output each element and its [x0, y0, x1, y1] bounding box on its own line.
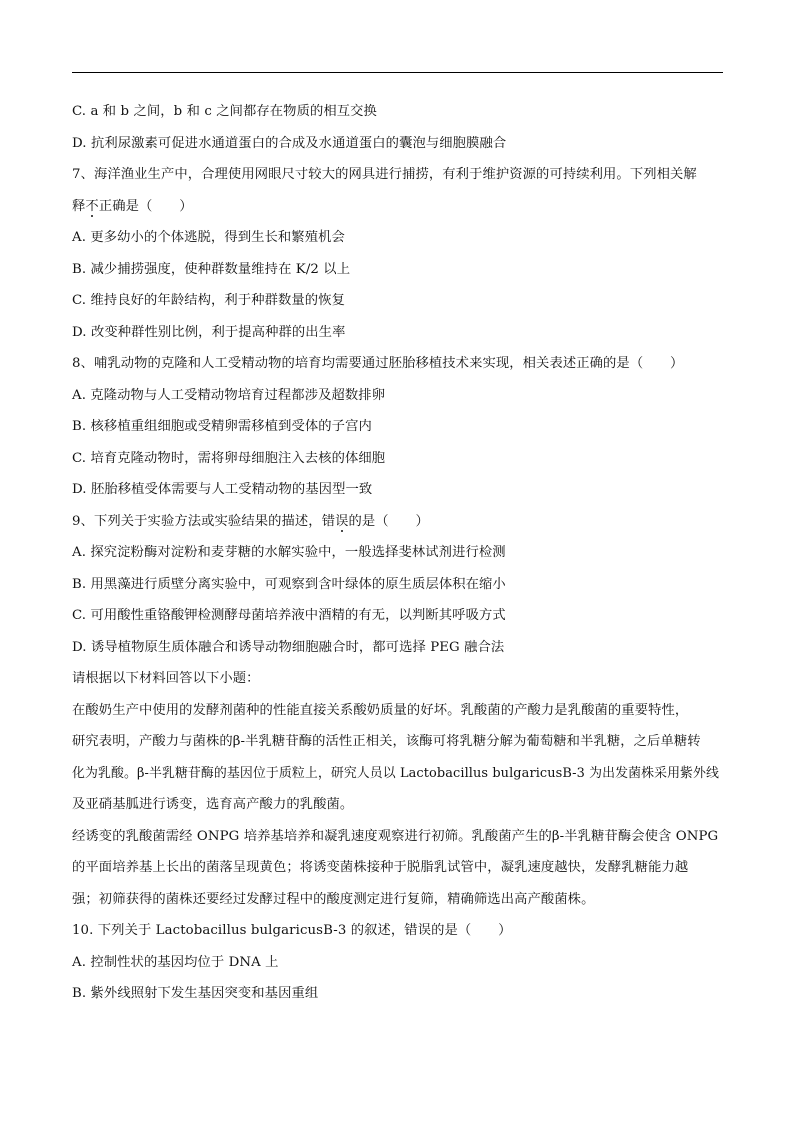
q8-stem: 8、哺乳动物的克隆和人工受精动物的培育均需要通过胚胎移植技术来实现，相关表述正确的是（ ） — [72, 356, 684, 371]
q9-stem-post: 的是（ ） — [348, 513, 429, 529]
q10-option-b: B. 紫外线照射下发生基因突变和基因重组 — [72, 986, 319, 1001]
q9-option-c: C. 可用酸性重铬酸钾检测酵母菌培养液中酒精的有无，以判断其呼吸方式 — [72, 608, 506, 623]
q7-stem-line2-post: 正确是（ ） — [98, 198, 193, 214]
q8-option-c: C. 培育克隆动物时，需将卵母细胞注入去核的体细胞 — [72, 450, 386, 466]
q9-option-b: B. 用黑藻进行质壁分离实验中，可观察到含叶绿体的原生质层体积在缩小 — [72, 576, 506, 592]
material-para1-line3: 化为乳酸。β-半乳糖苷酶的基因位于质粒上，研究人员以 Lactobacillus bulgaricusB-3 为出发菌株采用紫外线 — [72, 765, 720, 781]
material-para1-line4: 及亚硝基胍进行诱变，选育高产酸力的乳酸菌。 — [72, 797, 354, 812]
q8-option-a: A. 克隆动物与人工受精动物培育过程都涉及超数排卵 — [72, 387, 386, 403]
material-intro: 请根据以下材料回答以下小题： — [72, 671, 260, 686]
material-para1-line2: 研究表明，产酸力与菌株的β-半乳糖苷酶的活性正相关，该酶可将乳糖分解为葡萄糖和半乳糖，之后单糖转 — [72, 734, 701, 749]
q10-option-a: A. 控制性状的基因均位于 DNA 上 — [72, 954, 279, 970]
material-para2-line3: 强；初筛获得的菌株还要经过发酵过程中的酸度测定进行复筛，精确筛选出高产酸菌株。 — [72, 891, 595, 907]
q9-option-d: D. 诱导植物原生质体融合和诱导动物细胞融合时，都可选择 PEG 融合法 — [72, 639, 505, 655]
q8-option-b: B. 核移植重组细胞或受精卵需移植到受体的子宫内 — [72, 419, 372, 434]
q7-emphasis-not: 不 — [85, 198, 99, 214]
document-body — [72, 96, 724, 1010]
q7-stem-line2 — [72, 191, 724, 223]
q7-option-a: A. 更多幼小的个体逃脱，得到生长和繁殖机会 — [72, 230, 345, 245]
header-rule — [72, 72, 723, 73]
material-para2-line2: 的平面培养基上长出的菌落呈现黄色；将诱变菌株接种于脱脂乳试管中，凝乳速度越快，发酵乳糖能力越 — [72, 860, 689, 875]
q9-stem — [72, 506, 724, 538]
q6-option-d: D. 抗利尿激素可促进水通道蛋白的合成及水通道蛋白的囊泡与细胞膜融合 — [72, 135, 507, 151]
q7-stem-line2-pre: 释 — [72, 198, 86, 214]
material-para1-line1: 在酸奶生产中使用的发酵剂菌种的性能直接关系酸奶质量的好坏。乳酸菌的产酸力是乳酸菌的重要特性， — [72, 702, 689, 718]
q8-option-d: D. 胚胎移植受体需要与人工受精动物的基因型一致 — [72, 482, 373, 497]
q9-emphasis-wrong: 误 — [335, 513, 349, 529]
q7-option-d: D. 改变种群性别比例，利于提高种群的出生率 — [72, 324, 346, 340]
q7-option-c: C. 维持良好的年龄结构，利于种群数量的恢复 — [72, 293, 345, 308]
q9-option-a: A. 探究淀粉酶对淀粉和麦芽糖的水解实验中，一般选择斐林试剂进行检测 — [72, 545, 506, 560]
q10-stem: 10. 下列关于 Lactobacillus bulgaricusB-3 的叙述，错误的是（ ） — [72, 923, 512, 938]
material-para2-line1: 经诱变的乳酸菌需经 ONPG 培养基培养和凝乳速度观察进行初筛。乳酸菌产生的β-半乳糖苷酶会使含 ONPG — [72, 828, 719, 844]
q7-stem-line1: 7、海洋渔业生产中，合理使用网眼尺寸较大的网具进行捕捞，有利于维护资源的可持续利用。下列相关解 — [72, 167, 697, 182]
q9-stem-pre: 9、下列关于实验方法或实验结果的描述，错 — [72, 513, 336, 529]
q7-option-b: B. 减少捕捞强度，使种群数量维持在 K/2 以上 — [72, 261, 351, 277]
q6-option-c: C. a 和 b 之间，b 和 c 之间都存在物质的相互交换 — [72, 104, 377, 119]
